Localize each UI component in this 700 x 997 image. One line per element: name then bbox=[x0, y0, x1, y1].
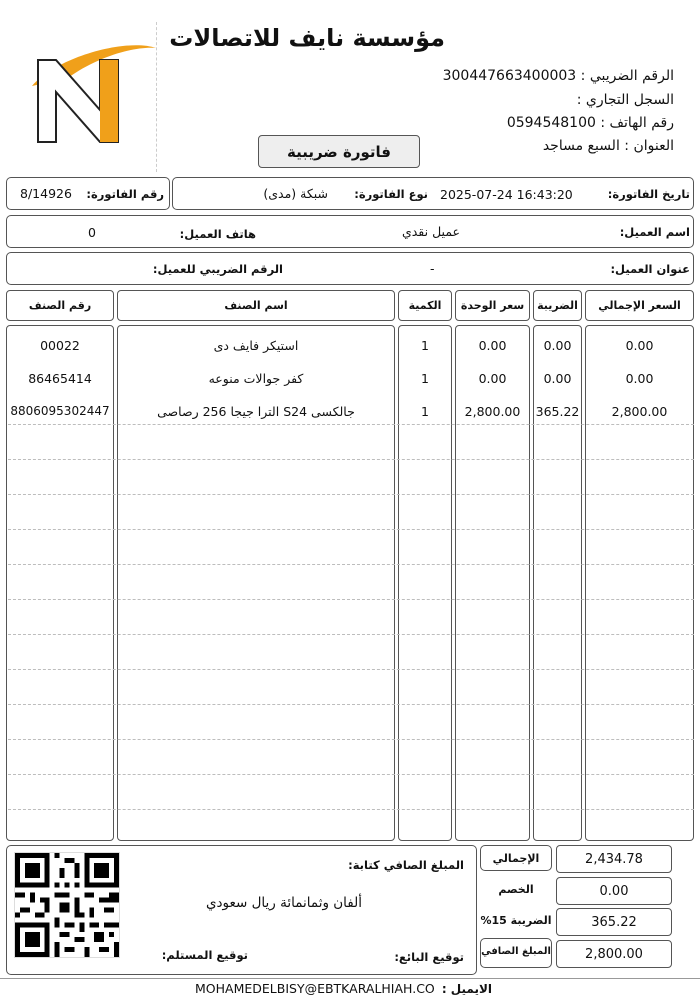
qr-code bbox=[14, 852, 120, 958]
cell-item-name: جالكسى S24 الترا جيجا 256 رصاصى bbox=[157, 404, 355, 419]
customer-name-value: عميل نقدي bbox=[401, 224, 460, 239]
invoice-date-label: تاريخ الفاتورة: bbox=[607, 187, 690, 201]
row-line bbox=[8, 459, 694, 460]
summary-label-net: المبلغ الصافي bbox=[481, 946, 551, 957]
customer-tax-label: الرقم الضريبي للعميل: bbox=[152, 262, 283, 276]
company-tax-number: الرقم الضريبي : 300447663400003 bbox=[442, 68, 674, 84]
cell-total: 2,800.00 bbox=[611, 404, 668, 419]
net-words-value: ألفان وثمانمائة ريال سعودي bbox=[205, 895, 362, 911]
col-frame-total bbox=[585, 325, 694, 841]
qr-code-graphic bbox=[15, 853, 119, 957]
summary-label-discount: الخصم bbox=[498, 883, 534, 896]
invoice-number-label: رقم الفاتورة: bbox=[86, 187, 164, 201]
document-title: فاتورة ضريبية bbox=[258, 135, 420, 168]
footer-line bbox=[0, 978, 700, 979]
cell-tax: 0.00 bbox=[543, 338, 572, 353]
cell-tax: 365.22 bbox=[535, 404, 580, 419]
row-line bbox=[8, 774, 694, 775]
summary-value-discount: 0.00 bbox=[556, 877, 672, 905]
cell-item-name: استيكر فايف دى bbox=[213, 338, 299, 353]
summary-value-vat: 365.22 bbox=[556, 908, 672, 936]
col-header-unit-price: سعر الوحدة bbox=[455, 290, 530, 321]
col-header-code: رقم الصنف bbox=[6, 290, 114, 321]
company-logo bbox=[28, 38, 160, 150]
cell-qty: 1 bbox=[421, 404, 429, 419]
row-line bbox=[8, 739, 694, 740]
invoice-date-value: 2025-07-24 16:43:20 bbox=[440, 187, 573, 202]
invoice-number-value: 8/14926 bbox=[20, 186, 72, 201]
company-address: العنوان : السبع مساجد bbox=[542, 138, 674, 154]
summary-label-total: الإجمالي bbox=[492, 852, 540, 865]
col-header-tax: الضريبة bbox=[533, 290, 582, 321]
row-line bbox=[8, 564, 694, 565]
summary-value-net: 2,800.00 bbox=[556, 940, 672, 968]
company-commercial-register: السجل التجاري : bbox=[576, 92, 674, 108]
row-line bbox=[8, 669, 694, 670]
company-name: مؤسسة نايف للاتصالات bbox=[169, 24, 445, 52]
invoice-type-label: نوع الفاتورة: bbox=[354, 187, 428, 201]
col-frame-tax bbox=[533, 325, 582, 841]
col-frame-code bbox=[6, 325, 114, 841]
col-frame-name bbox=[117, 325, 395, 841]
row-line bbox=[8, 704, 694, 705]
col-frame-qty bbox=[398, 325, 452, 841]
company-phone: رقم الهاتف : 0594548100 bbox=[506, 115, 674, 131]
logo-graphic bbox=[28, 38, 160, 150]
seller-sign-label: توقيع البائع: bbox=[394, 950, 464, 964]
invoice-type-value: شبكة (مدى) bbox=[263, 186, 328, 201]
cell-tax: 0.00 bbox=[543, 371, 572, 386]
summary-label-vat: الضريبة 15% bbox=[480, 914, 552, 927]
cell-total: 0.00 bbox=[625, 371, 654, 386]
customer-name-label: اسم العميل: bbox=[619, 225, 690, 239]
cell-qty: 1 bbox=[421, 338, 429, 353]
col-frame-unit-price bbox=[455, 325, 530, 841]
cell-item-code: 00022 bbox=[40, 338, 80, 353]
row-line bbox=[8, 599, 694, 600]
customer-phone-label: هاتف العميل: bbox=[179, 227, 256, 241]
net-words-label: المبلغ الصافي كتابة: bbox=[348, 858, 464, 872]
cell-item-code: 86465414 bbox=[28, 371, 92, 386]
summary-value-total: 2,434.78 bbox=[556, 845, 672, 873]
customer-phone-value: 0 bbox=[88, 225, 96, 240]
cell-unit-price: 0.00 bbox=[478, 371, 507, 386]
cell-unit-price: 0.00 bbox=[478, 338, 507, 353]
row-line bbox=[8, 634, 694, 635]
footer-email-label: الايميل : bbox=[441, 982, 492, 996]
cell-unit-price: 2,800.00 bbox=[464, 404, 521, 419]
receiver-sign-label: توقيع المستلم: bbox=[161, 948, 248, 962]
customer-address-box bbox=[6, 252, 694, 285]
customer-address-label: عنوان العميل: bbox=[610, 262, 690, 276]
cell-qty: 1 bbox=[421, 371, 429, 386]
customer-address-value: - bbox=[430, 261, 435, 276]
footer-email-value[interactable]: MOHAMEDELBISY@EBTKARALHIAH.CO bbox=[195, 981, 435, 996]
col-header-qty: الكمية bbox=[398, 290, 452, 321]
col-header-total: السعر الإجمالي bbox=[585, 290, 694, 321]
row-line bbox=[8, 529, 694, 530]
row-line bbox=[8, 424, 694, 425]
header-divider bbox=[156, 22, 157, 172]
cell-total: 0.00 bbox=[625, 338, 654, 353]
row-line bbox=[8, 494, 694, 495]
col-header-name: اسم الصنف bbox=[117, 290, 395, 321]
cell-item-name: كفر جوالات منوعه bbox=[208, 371, 304, 386]
cell-item-code: 8806095302447 bbox=[10, 404, 110, 418]
row-line bbox=[8, 809, 694, 810]
customer-name-box bbox=[6, 215, 694, 248]
